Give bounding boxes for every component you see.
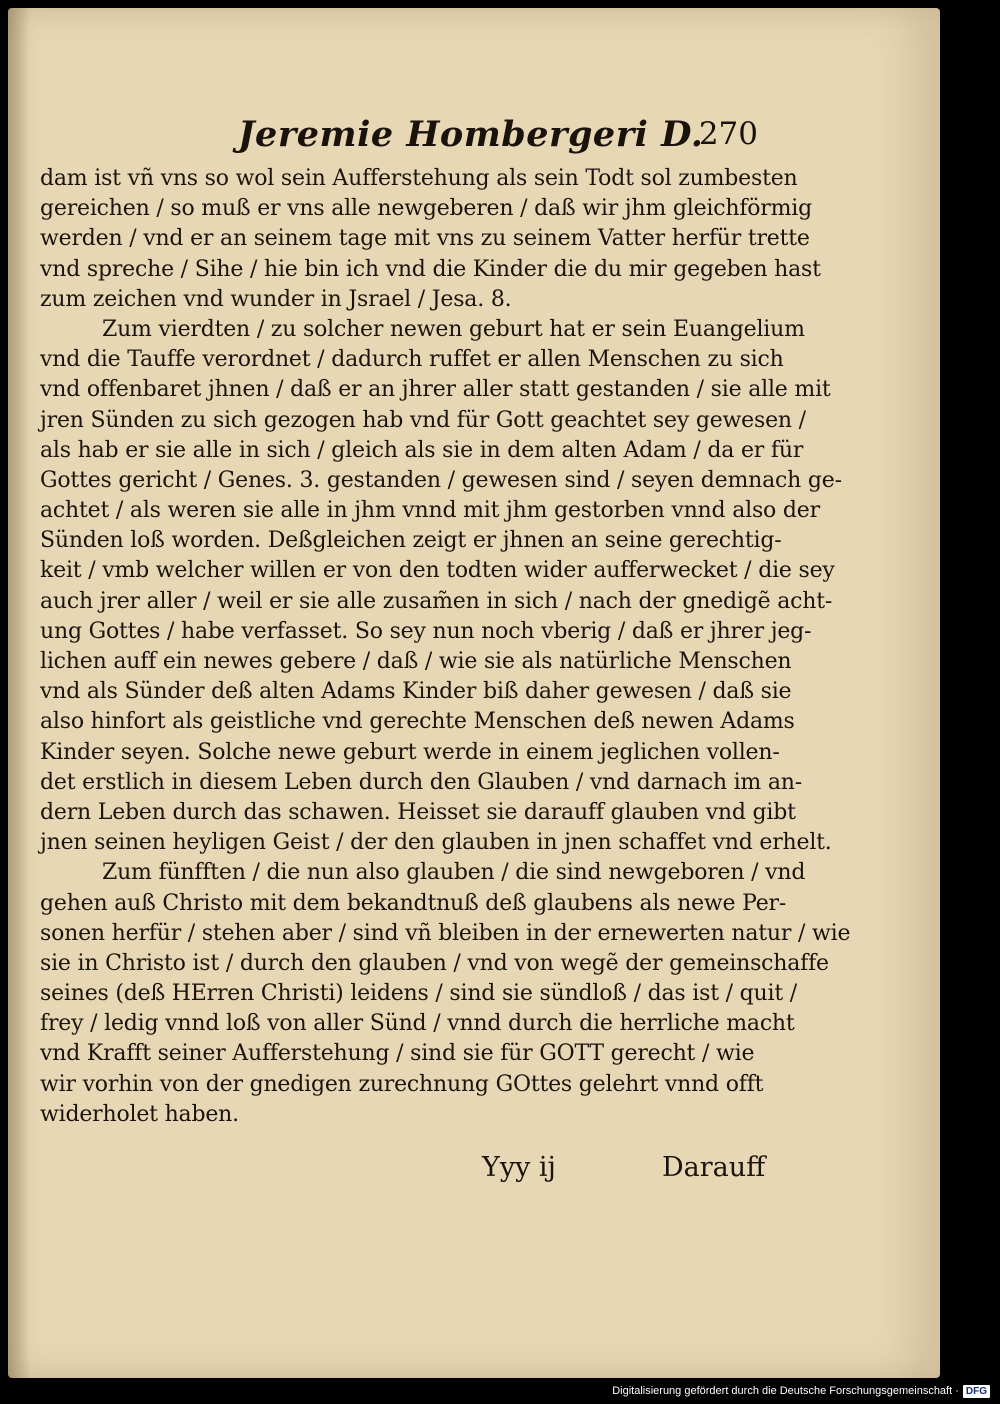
text-line: werden / vnd er an seinem tage mit vns zu seinem Vatter herfür trette xyxy=(40,226,810,252)
text-line: auch jrer aller / weil er sie alle zusam̃en in sich / nach der gnedigẽ acht- xyxy=(40,588,833,614)
text-line: also hinfort als geistliche vnd gerechte Menschen deß newen Adams xyxy=(40,709,795,735)
text-line: sonen herfür / stehen aber / sind vñ bleiben in der ernewerten natur / wie xyxy=(40,920,851,946)
text-line: Sünden loß worden. Deßgleichen zeigt er jhnen an seine gerechtig- xyxy=(40,528,782,554)
text-line: vnd offenbaret jhnen / daß er an jhrer aller statt gestanden / sie alle mit xyxy=(40,377,831,403)
text-line: achtet / als weren sie alle in jhm vnnd mit jhm gestorben vnnd also der xyxy=(40,498,820,524)
text-line: sie in Christo ist / durch den glauben / vnd von wegẽ der gemeinschaffe xyxy=(40,950,829,976)
text-line: dam ist vñ vns so wol sein Aufferstehung als sein Todt sol zumbesten xyxy=(40,166,798,191)
text-line: ung Gottes / habe verfasset. So sey nun noch vberig / daß er jhrer jeg- xyxy=(40,618,812,644)
digitization-footer xyxy=(612,1383,990,1399)
text-line: gehen auß Christo mit dem bekandtnuß deß glaubens als newe Per- xyxy=(40,890,787,916)
text-line: lichen auff ein newes gebere / daß / wie sie als natürliche Menschen xyxy=(40,649,792,674)
signature-mark: Yyy ij xyxy=(482,1152,556,1183)
catchword: Darauff xyxy=(662,1152,766,1183)
text-line: zum zeichen vnd wunder in Jsrael / Jesa. 8. xyxy=(40,286,512,312)
text-line: als hab er sie alle in sich / gleich als sie in dem alten Adam / da er für xyxy=(40,437,804,463)
text-line: Zum vierdten / zu solcher newen geburt hat er sein Euangelium xyxy=(102,316,805,342)
text-line: Kinder seyen. Solche newe geburt werde in einem jeglichen vollen- xyxy=(40,739,780,765)
text-line: jren Sünden zu sich gezogen hab vnd für Gott geachtet sey gewesen / xyxy=(40,407,806,433)
text-line: vnd als Sünder deß alten Adams Kinder biß daher gewesen / daß sie xyxy=(40,679,792,705)
page-number: 270 xyxy=(698,116,758,152)
page-header xyxy=(238,114,758,160)
text-line: vnd die Tauffe verordnet / dadurch ruffet er allen Menschen zu sich xyxy=(40,347,784,373)
book-page xyxy=(8,8,940,1378)
text-line: vnd spreche / Sihe / hie bin ich vnd die Kinder die du mir gegeben hast xyxy=(40,256,821,282)
text-line: gereichen / so muß er vns alle newgeberen / daß wir jhm gleichförmig xyxy=(40,196,812,222)
text-line: vnd Krafft seiner Aufferstehung / sind sie für GOTT gerecht / wie xyxy=(40,1041,755,1067)
dfg-logo: DFG xyxy=(963,1385,990,1398)
spine-shadow xyxy=(8,8,30,1378)
text-line: widerholet haben. xyxy=(40,1101,239,1127)
running-title: Jeremie Hombergeri D. xyxy=(238,114,704,155)
text-line: wir vorhin von der gnedigen zurechnung GOttes gelehrt vnnd offt xyxy=(40,1071,764,1097)
body-text xyxy=(40,164,851,1130)
footer-credit: Digitalisierung gefördert durch die Deutsche Forschungsgemeinschaft · xyxy=(612,1385,959,1397)
text-line: frey / ledig vnnd loß von aller Sünd / vnnd durch die herrliche macht xyxy=(40,1011,795,1037)
text-line: Zum fünfften / die nun also glauben / die sind newgeboren / vnd xyxy=(102,860,806,886)
text-line: jnen seinen heyligen Geist / der den glauben in jnen schaffet vnd erhelt. xyxy=(40,830,832,856)
text-line: seines (deß HErren Christi) leidens / sind sie sündloß / das ist / quit / xyxy=(40,981,797,1007)
text-line: keit / vmb welcher willen er von den todten wider aufferwecket / die sey xyxy=(40,558,835,584)
text-line: dern Leben durch das schawen. Heisset sie darauff glauben vnd gibt xyxy=(40,799,796,825)
text-line: det erstlich in diesem Leben durch den Glauben / vnd darnach im an- xyxy=(40,769,803,795)
text-line: Gottes gericht / Genes. 3. gestanden / gewesen sind / seyen demnach ge- xyxy=(40,467,842,493)
